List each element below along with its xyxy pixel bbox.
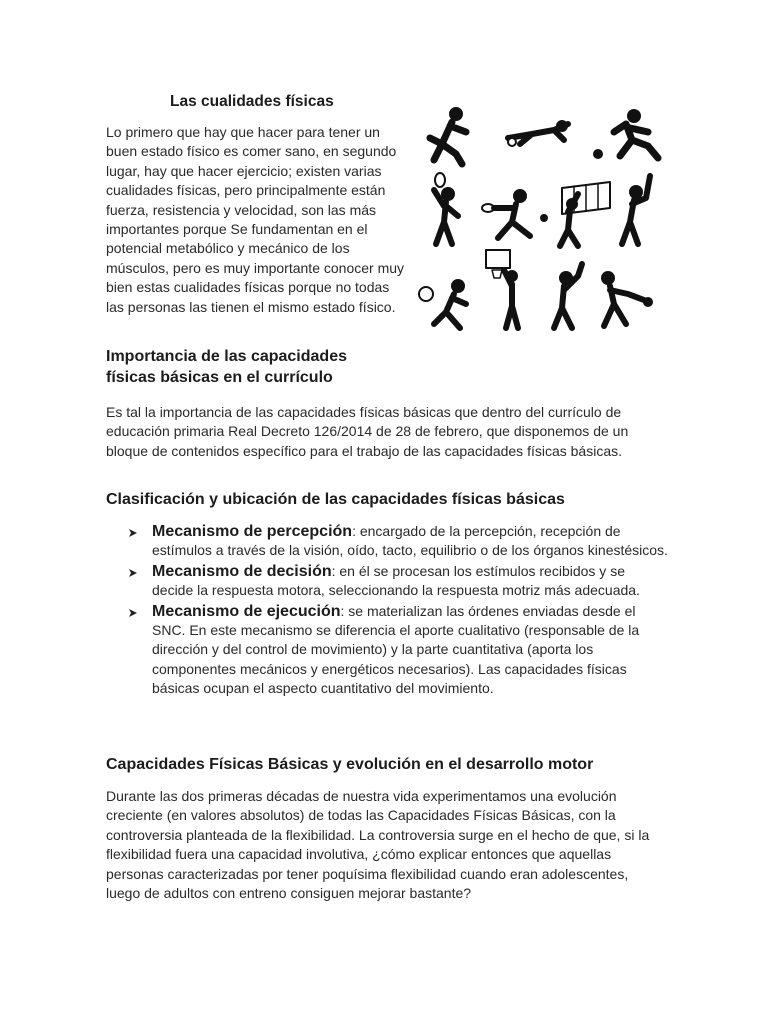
boxer-icon xyxy=(601,271,653,326)
list-item-term: Mecanismo de decisión xyxy=(152,562,332,580)
section-heading-evolucion: Capacidades Físicas Básicas y evolución en el desarrollo motor xyxy=(106,756,594,773)
volleyball-player-icon xyxy=(560,182,610,246)
section-heading-clasificacion: Clasificación y ubicación de las capacidades físicas básicas xyxy=(106,491,565,508)
list-item-ejecucion xyxy=(128,602,668,699)
diving-player-icon xyxy=(508,120,568,146)
section-heading-importancia xyxy=(106,346,347,388)
list-item-decision xyxy=(128,562,668,601)
basketball-player-icon xyxy=(486,250,518,328)
soccer-kick-icon xyxy=(419,279,466,328)
list-item-desc: : se materializan las órdenes enviadas desde el SNC. En este mecanismo se diferencia el aporte cualitativo (responsable de la dirección y del control de movimiento) y la parte cuantitativa (aporta los componentes mecánicos y energéticos necesarios). Las capacidades físicas básicas ocupan el aspecto cuantitativo del movimiento. xyxy=(152,602,640,697)
section-heading-line1: Importancia de las capacidades xyxy=(106,348,347,365)
section-paragraph-importancia: Es tal la importancia de las capacidades físicas básicas que dentro del currículo de educación primaria Real Decreto 126/2014 de 28 de febrero, que disponemos de un bloque de contenidos específico para el trabajo de las capacidades físicas básicas. xyxy=(106,404,629,459)
section-paragraph-evolucion: Durante las dos primeras décadas de nuestra vida experimentamos una evolución creciente (en valores absolutos) de todas las Capacidades Físicas Básicas, con la controversia planteada de la flexibilidad. La controversia surge en el hecho de que, si la flexibilidad fuera una capacidad involutiva, ¿cómo explicar entonces que aquellas personas caracterizadas por tener poquísima flexibilidad cuando eran adolescentes, luego de adultos con entreno consiguen mejorar bastante? xyxy=(106,788,650,902)
tennis-player-icon xyxy=(482,189,548,238)
intro-block xyxy=(106,92,406,317)
list-item-term: Mecanismo de ejecución xyxy=(152,602,341,620)
runner-icon xyxy=(430,107,466,164)
sports-pictograms-figure xyxy=(412,98,670,336)
arrowhead-bullet-icon xyxy=(128,528,138,538)
badminton-player-icon xyxy=(434,173,458,244)
intro-paragraph: Lo primero que hay que hacer para tener un buen estado físico es comer sano, en segundo lugar, hay que hacer ejercicio; existen varias cualidades físicas, pero principalmente están fuerza, resistencia y velocidad, son las más importantes porque Se fundamentan en el potencial metabólico y mecánico de los músculos, pero es muy importante conocer muy bien estas cualidades físicas porque no todas las personas las tienen el mismo estado físico. xyxy=(106,124,405,315)
section-heading-line2: físicas básicas en el currículo xyxy=(106,369,333,386)
sports-pictograms-icon xyxy=(412,98,670,336)
footballer-icon xyxy=(593,109,658,159)
baseball-player-icon xyxy=(622,176,650,244)
page-title: Las cualidades físicas xyxy=(170,93,334,110)
list-item-desc: : en él se procesan los estímulos recibidos y se decide la respuesta motora, seleccionando la respuesta motriz más adecuada. xyxy=(152,562,640,599)
list-item-term: Mecanismo de percepción xyxy=(152,523,353,540)
list-item-desc: : encargado de la percepción, recepción de estímulos a través de la visión, oído, tacto, equilibrio o de los órganos kinestésicos. xyxy=(152,523,668,559)
arrowhead-bullet-icon xyxy=(128,568,138,578)
arrowhead-bullet-icon xyxy=(128,608,138,618)
mechanism-list xyxy=(128,522,668,700)
list-item-percepcion xyxy=(128,522,668,561)
golf-player-icon xyxy=(554,264,582,328)
